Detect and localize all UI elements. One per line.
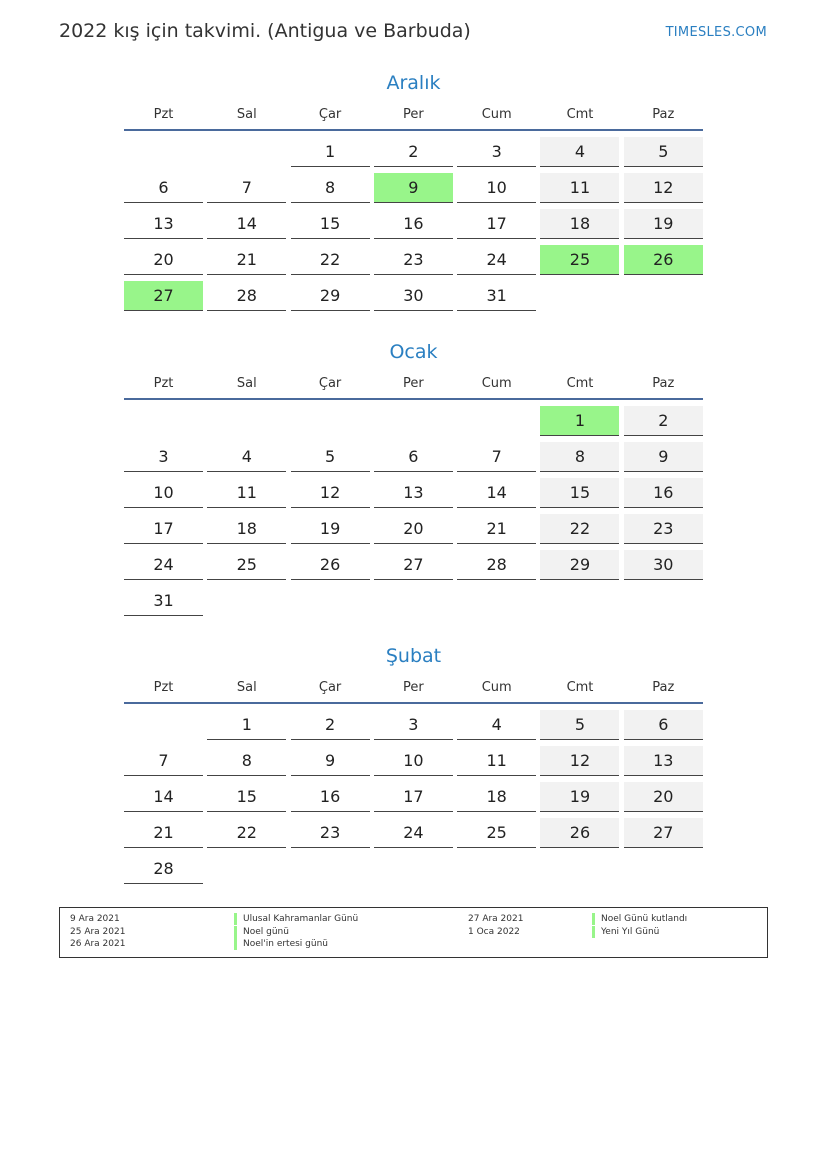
day-cell[interactable]: 23 (624, 514, 703, 544)
day-cell[interactable]: 14 (457, 478, 536, 508)
week-row (124, 514, 703, 544)
month-name: Şubat (385, 645, 442, 667)
day-cell[interactable]: 1 (207, 710, 286, 740)
day-cell[interactable]: 4 (540, 137, 619, 167)
day-cell[interactable]: 30 (374, 281, 453, 311)
weekday-label: Paz (652, 376, 675, 391)
day-cell[interactable]: 8 (540, 442, 619, 472)
weeks (124, 406, 703, 616)
weekday-label: Per (403, 107, 424, 122)
day-cell[interactable]: 18 (457, 782, 536, 812)
day-cell[interactable]: 5 (291, 442, 370, 472)
empty-cell (291, 854, 370, 884)
day-cell[interactable]: 22 (540, 514, 619, 544)
weekday-label: Çar (318, 680, 342, 695)
empty-cell (124, 406, 203, 436)
day-cell[interactable]: 5 (624, 137, 703, 167)
day-cell[interactable]: 6 (374, 442, 453, 472)
weekday-label: Cmt (566, 376, 594, 391)
weekday-label: Pzt (153, 107, 174, 122)
week-row (124, 818, 703, 848)
week-row (124, 478, 703, 508)
week-row (124, 173, 703, 203)
day-cell[interactable]: 3 (124, 442, 203, 472)
week-row (124, 209, 703, 239)
day-cell[interactable]: 7 (124, 746, 203, 776)
day-cell[interactable]: 16 (624, 478, 703, 508)
day-cell[interactable]: 17 (124, 514, 203, 544)
empty-cell (540, 586, 619, 616)
day-cell[interactable]: 24 (124, 550, 203, 580)
weekday-label: Cum (481, 376, 512, 391)
empty-cell (624, 281, 703, 311)
empty-cell (624, 854, 703, 884)
day-cell[interactable]: 28 (207, 281, 286, 311)
day-cell[interactable]: 9 (624, 442, 703, 472)
day-cell[interactable]: 13 (374, 478, 453, 508)
weekday-label: Cum (481, 107, 512, 122)
week-row (124, 782, 703, 812)
weekday-label: Per (403, 680, 424, 695)
day-cell[interactable]: 4 (457, 710, 536, 740)
day-cell[interactable]: 2 (374, 137, 453, 167)
day-cell[interactable]: 28 (457, 550, 536, 580)
day-cell[interactable]: 27 (124, 281, 203, 311)
empty-cell (374, 406, 453, 436)
legend-holiday-name: Ulusal Kahramanlar Günü (234, 913, 358, 925)
day-cell[interactable]: 21 (124, 818, 203, 848)
legend-holiday-name: Noel günü (234, 926, 289, 938)
empty-cell (207, 137, 286, 167)
day-cell[interactable]: 15 (540, 478, 619, 508)
day-cell[interactable]: 20 (624, 782, 703, 812)
empty-cell (291, 406, 370, 436)
brand-link[interactable]: TIMESLES.COM (665, 25, 767, 40)
legend-holiday-name: Yeni Yıl Günü (592, 926, 659, 938)
day-cell[interactable]: 18 (207, 514, 286, 544)
day-cell[interactable]: 29 (291, 281, 370, 311)
day-cell[interactable]: 27 (374, 550, 453, 580)
day-cell[interactable]: 21 (207, 245, 286, 275)
holiday-legend (59, 907, 768, 958)
legend-holiday-name: Noel Günü kutlandı (592, 913, 687, 925)
week-row (124, 710, 703, 740)
day-cell[interactable]: 15 (207, 782, 286, 812)
day-cell[interactable]: 7 (457, 442, 536, 472)
legend-date: 1 Oca 2022 (468, 927, 520, 937)
day-cell[interactable]: 9 (291, 746, 370, 776)
weekday-label: Sal (236, 376, 257, 391)
day-cell[interactable]: 13 (624, 746, 703, 776)
day-cell[interactable]: 1 (540, 406, 619, 436)
day-cell[interactable]: 10 (124, 478, 203, 508)
weeks (124, 710, 703, 884)
month-name: Ocak (389, 341, 438, 363)
day-cell[interactable]: 26 (540, 818, 619, 848)
day-cell[interactable]: 12 (291, 478, 370, 508)
empty-cell (374, 854, 453, 884)
weekday-label: Çar (318, 376, 342, 391)
empty-cell (207, 406, 286, 436)
day-cell[interactable]: 24 (457, 245, 536, 275)
legend-date: 25 Ara 2021 (70, 927, 126, 937)
day-cell[interactable]: 18 (540, 209, 619, 239)
day-cell[interactable]: 19 (540, 782, 619, 812)
day-cell[interactable]: 29 (540, 550, 619, 580)
day-cell[interactable]: 19 (291, 514, 370, 544)
day-cell[interactable]: 23 (374, 245, 453, 275)
empty-cell (124, 137, 203, 167)
day-cell[interactable]: 8 (291, 173, 370, 203)
day-cell[interactable]: 15 (291, 209, 370, 239)
empty-cell (457, 406, 536, 436)
weekday-header (124, 374, 703, 400)
weekday-label: Sal (236, 107, 257, 122)
day-cell[interactable]: 16 (374, 209, 453, 239)
page-title: 2022 kış için takvimi. (Antigua ve Barbuda) (59, 20, 471, 42)
day-cell[interactable]: 11 (207, 478, 286, 508)
day-cell[interactable]: 27 (624, 818, 703, 848)
empty-cell (207, 586, 286, 616)
legend-date: 9 Ara 2021 (70, 914, 120, 924)
day-cell[interactable]: 12 (624, 173, 703, 203)
day-cell[interactable]: 17 (457, 209, 536, 239)
weekday-label: Sal (236, 680, 257, 695)
day-cell[interactable]: 31 (124, 586, 203, 616)
day-cell[interactable]: 26 (624, 245, 703, 275)
day-cell[interactable]: 8 (207, 746, 286, 776)
weekday-header (124, 678, 703, 704)
week-row (124, 406, 703, 436)
week-row (124, 137, 703, 167)
legend-date: 27 Ara 2021 (468, 914, 524, 924)
day-cell[interactable]: 20 (124, 245, 203, 275)
weekday-label: Cum (481, 680, 512, 695)
day-cell[interactable]: 1 (291, 137, 370, 167)
day-cell[interactable]: 2 (624, 406, 703, 436)
day-cell[interactable]: 4 (207, 442, 286, 472)
day-cell[interactable]: 6 (624, 710, 703, 740)
day-cell[interactable]: 20 (374, 514, 453, 544)
day-cell[interactable]: 6 (124, 173, 203, 203)
week-row (124, 586, 703, 616)
day-cell[interactable]: 5 (540, 710, 619, 740)
day-cell[interactable]: 10 (374, 746, 453, 776)
day-cell[interactable]: 13 (124, 209, 203, 239)
day-cell[interactable]: 2 (291, 710, 370, 740)
day-cell[interactable]: 30 (624, 550, 703, 580)
day-cell[interactable]: 9 (374, 173, 453, 203)
weekday-label: Çar (318, 107, 342, 122)
weeks (124, 137, 703, 311)
legend-date: 26 Ara 2021 (70, 939, 126, 949)
empty-cell (291, 586, 370, 616)
day-cell[interactable]: 24 (374, 818, 453, 848)
day-cell[interactable]: 7 (207, 173, 286, 203)
empty-cell (207, 854, 286, 884)
day-cell[interactable]: 12 (540, 746, 619, 776)
weekday-label: Paz (652, 680, 675, 695)
day-cell[interactable]: 14 (207, 209, 286, 239)
empty-cell (540, 854, 619, 884)
day-cell[interactable]: 22 (291, 245, 370, 275)
weekday-header (124, 105, 703, 131)
weekday-label: Pzt (153, 376, 174, 391)
day-cell[interactable]: 21 (457, 514, 536, 544)
week-row (124, 245, 703, 275)
month-december (124, 71, 703, 317)
week-row (124, 746, 703, 776)
week-row (124, 550, 703, 580)
month-february (124, 644, 703, 890)
day-cell[interactable]: 31 (457, 281, 536, 311)
day-cell[interactable]: 25 (540, 245, 619, 275)
week-row (124, 854, 703, 884)
day-cell[interactable]: 3 (374, 710, 453, 740)
weekday-label: Per (403, 376, 424, 391)
day-cell[interactable]: 17 (374, 782, 453, 812)
empty-cell (540, 281, 619, 311)
empty-cell (624, 586, 703, 616)
empty-cell (124, 710, 203, 740)
weekday-label: Cmt (566, 107, 594, 122)
empty-cell (457, 854, 536, 884)
day-cell[interactable]: 14 (124, 782, 203, 812)
day-cell[interactable]: 22 (207, 818, 286, 848)
day-cell[interactable]: 10 (457, 173, 536, 203)
weekday-label: Pzt (153, 680, 174, 695)
weekday-label: Paz (652, 107, 675, 122)
empty-cell (374, 586, 453, 616)
day-cell[interactable]: 16 (291, 782, 370, 812)
day-cell[interactable]: 26 (291, 550, 370, 580)
day-cell[interactable]: 19 (624, 209, 703, 239)
week-row (124, 442, 703, 472)
day-cell[interactable]: 11 (457, 746, 536, 776)
month-name: Aralık (386, 72, 441, 94)
month-january (124, 340, 703, 622)
day-cell[interactable]: 23 (291, 818, 370, 848)
week-row (124, 281, 703, 311)
empty-cell (457, 586, 536, 616)
day-cell[interactable]: 25 (207, 550, 286, 580)
day-cell[interactable]: 3 (457, 137, 536, 167)
weekday-label: Cmt (566, 680, 594, 695)
day-cell[interactable]: 11 (540, 173, 619, 203)
day-cell[interactable]: 25 (457, 818, 536, 848)
legend-holiday-name: Noel'in ertesi günü (234, 938, 328, 950)
day-cell[interactable]: 28 (124, 854, 203, 884)
